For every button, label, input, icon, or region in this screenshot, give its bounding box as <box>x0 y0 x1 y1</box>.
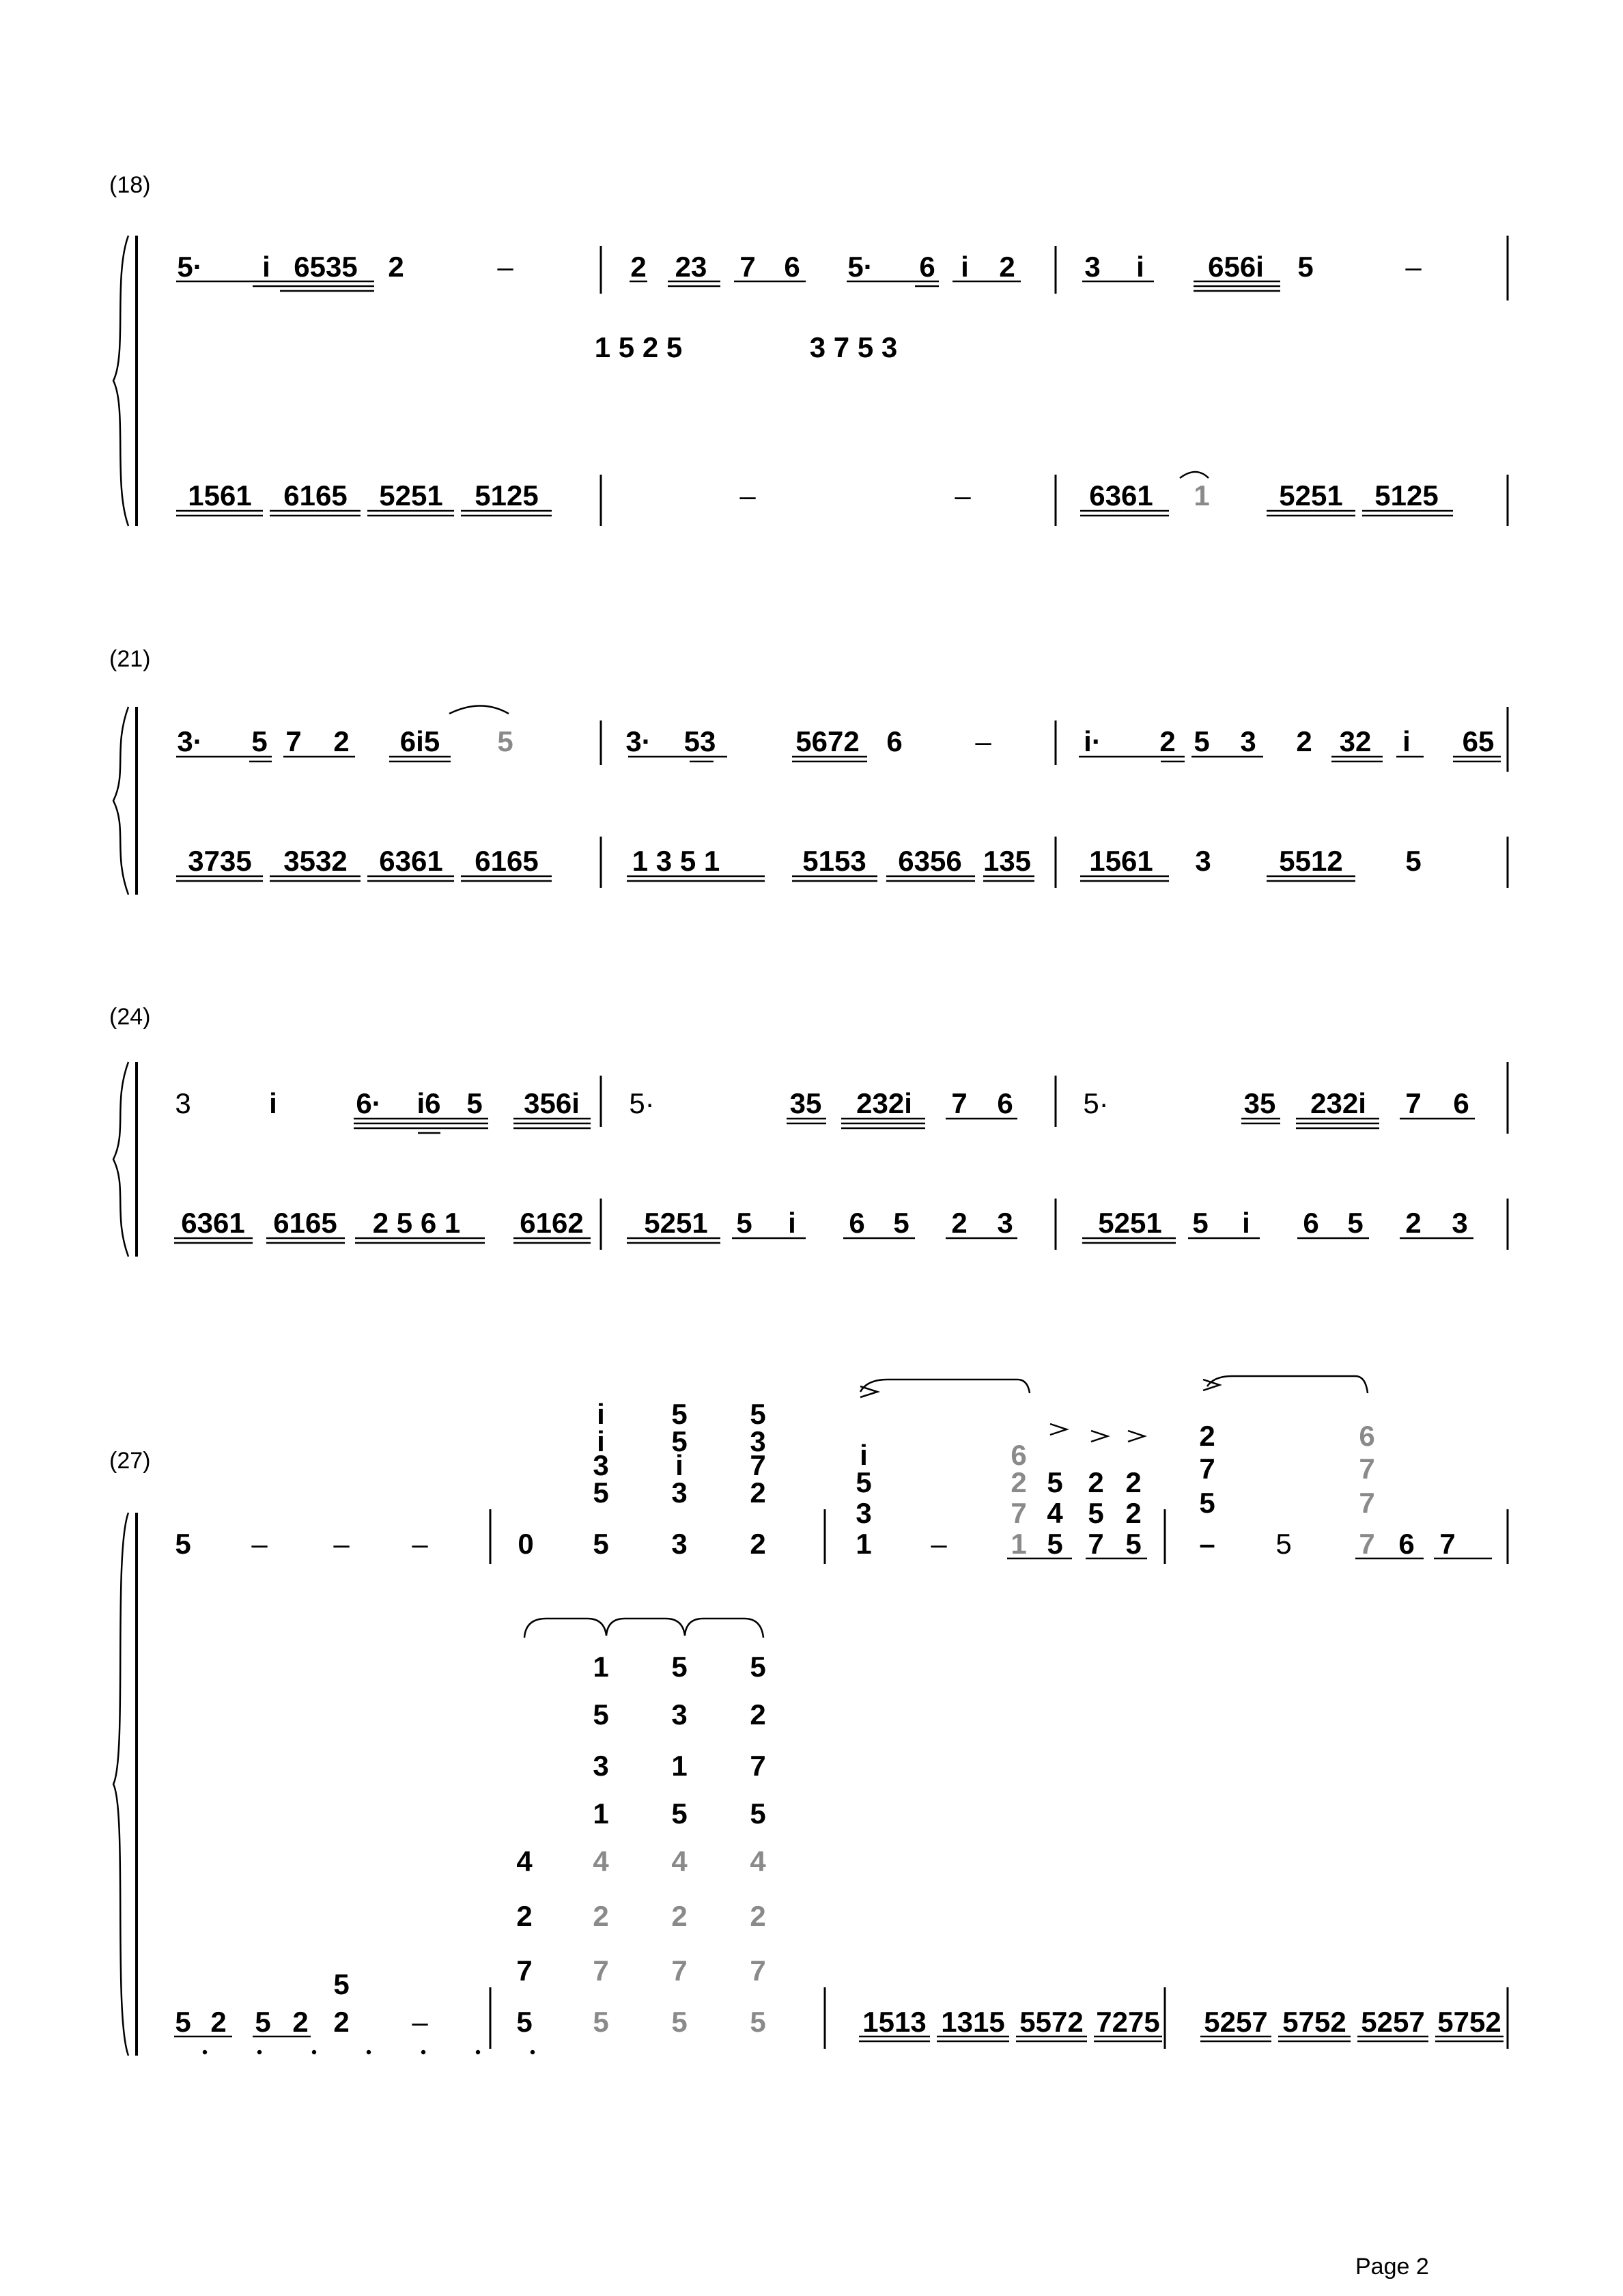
note: 35 <box>789 1087 822 1119</box>
note: 3· <box>177 725 203 757</box>
note: 6i5 <box>399 725 440 757</box>
note: 2 <box>951 1207 968 1239</box>
note: i <box>675 1449 683 1481</box>
note: 3 <box>1240 725 1256 757</box>
note: 6 <box>849 1207 865 1239</box>
note: – <box>333 1528 350 1560</box>
note: 1 <box>593 1797 609 1830</box>
note: 2 <box>1011 1466 1027 1498</box>
measure-label-18: (18) <box>109 172 151 198</box>
note: 7 <box>671 1955 688 1987</box>
chord-stack: 1 5 2 5 <box>594 331 683 363</box>
note: 5 <box>1297 251 1314 283</box>
note: 5 <box>671 1651 688 1683</box>
note: 2 <box>1125 1466 1142 1498</box>
note: 7 <box>1199 1453 1215 1485</box>
note: 3 <box>175 1087 191 1119</box>
note: 6361 <box>181 1207 245 1239</box>
note: 135 <box>983 845 1032 877</box>
note: – <box>1199 1528 1215 1560</box>
note: 7275 <box>1096 2006 1160 2038</box>
note: 35 <box>1243 1087 1276 1119</box>
note: – <box>955 479 971 512</box>
note: 5257 <box>1361 2006 1425 2038</box>
note: 2 <box>210 2006 227 2038</box>
octave-dot <box>203 2050 207 2054</box>
note: 5251 <box>379 479 443 512</box>
slur <box>685 1619 763 1638</box>
note: 3 <box>671 1476 688 1509</box>
note: 6· <box>356 1087 382 1119</box>
note: i· <box>1084 725 1101 757</box>
note: 1 3 5 1 <box>632 845 720 877</box>
note: 5251 <box>644 1207 708 1239</box>
note: 5 <box>750 1651 766 1683</box>
note: 3 <box>671 1698 688 1731</box>
note: 1561 <box>188 479 252 512</box>
note: 5 <box>671 1425 688 1457</box>
note: 5 <box>671 2006 688 2038</box>
slur <box>449 706 509 714</box>
note: 7 <box>1088 1528 1104 1560</box>
note: i6 <box>417 1087 441 1119</box>
note: 5512 <box>1279 845 1343 877</box>
system-brace <box>113 236 128 526</box>
note: 2 <box>750 1528 766 1560</box>
note: 4 <box>516 1845 533 1877</box>
note: 5· <box>629 1087 655 1119</box>
note: 5752 <box>1437 2006 1501 2038</box>
note: 5125 <box>1374 479 1439 512</box>
note: 1 <box>1194 479 1210 512</box>
note: 7 <box>1405 1087 1422 1119</box>
note: 5 <box>497 725 513 757</box>
note: 6 <box>1011 1439 1027 1471</box>
note: 1 <box>593 1651 609 1683</box>
note: 1 <box>856 1528 872 1560</box>
note: 5 <box>1047 1528 1063 1560</box>
note: i <box>262 251 270 283</box>
note: 7 <box>750 1750 766 1782</box>
note: 2 <box>1125 1497 1142 1529</box>
note: 65 <box>1462 725 1495 757</box>
note: 5251 <box>1098 1207 1162 1239</box>
note: i <box>1242 1207 1250 1239</box>
note: 3 <box>997 1207 1013 1239</box>
note: 5251 <box>1279 479 1343 512</box>
note: 7 <box>750 1449 766 1481</box>
note: 3 <box>593 1449 609 1481</box>
note: 2 <box>1088 1466 1104 1498</box>
note: 3735 <box>188 845 252 877</box>
octave-dot <box>421 2050 425 2054</box>
note: 2 <box>292 2006 309 2038</box>
note: 6165 <box>283 479 348 512</box>
accent-mark <box>1128 1431 1144 1442</box>
note: 5 <box>593 2006 609 2038</box>
slur <box>1207 1376 1368 1393</box>
note: i <box>961 251 969 283</box>
note: 5 <box>1405 845 1422 877</box>
note: 656i <box>1208 251 1264 283</box>
note: 32 <box>1339 725 1372 757</box>
note: 5 <box>1347 1207 1364 1239</box>
slur <box>524 1619 606 1638</box>
note: 2 <box>333 2006 350 2038</box>
note: 1 <box>1011 1528 1027 1560</box>
octave-dot <box>312 2050 316 2054</box>
note: 2 <box>333 725 350 757</box>
note: 2 <box>1159 725 1176 757</box>
note: 5 <box>1275 1528 1292 1560</box>
note: 3· <box>625 725 651 757</box>
note: 7 <box>516 1955 533 1987</box>
note: 7 <box>285 725 302 757</box>
note: 6 <box>886 725 903 757</box>
note: 5 <box>750 1398 766 1430</box>
note: 3 <box>1452 1207 1468 1239</box>
note: 5· <box>847 251 873 283</box>
note: 5 <box>750 1797 766 1830</box>
note: 5 <box>750 2006 766 2038</box>
note: 2 <box>1199 1420 1215 1452</box>
note: 4 <box>1047 1497 1063 1529</box>
measure-label-24: (24) <box>109 1004 151 1030</box>
note: 6356 <box>898 845 962 877</box>
note: 6361 <box>379 845 443 877</box>
note: 1561 <box>1089 845 1153 877</box>
note: 5 <box>1125 1528 1142 1560</box>
note: – <box>412 1528 428 1560</box>
note: 5 <box>593 1528 609 1560</box>
note: 6 <box>1303 1207 1319 1239</box>
note: – <box>931 1528 947 1560</box>
measure-label-27: (27) <box>109 1448 151 1474</box>
note: 7 <box>593 1955 609 1987</box>
note: 5 <box>736 1207 752 1239</box>
note: 5 <box>466 1087 483 1119</box>
accent-mark <box>1091 1431 1107 1442</box>
note: 2 <box>516 1900 533 1932</box>
note: 5 <box>1194 725 1210 757</box>
note: 5 <box>1088 1497 1104 1529</box>
note: 2 <box>593 1900 609 1932</box>
note: 5 <box>175 1528 191 1560</box>
note: 2 <box>671 1900 688 1932</box>
note: 7 <box>750 1955 766 1987</box>
note: 5 <box>516 2006 533 2038</box>
system-brace <box>113 707 128 895</box>
note: 6 <box>1398 1528 1415 1560</box>
octave-dot <box>367 2050 371 2054</box>
note: 7 <box>951 1087 968 1119</box>
note: 5672 <box>795 725 860 757</box>
note: 6 <box>1359 1420 1375 1452</box>
note: 6361 <box>1089 479 1153 512</box>
note: 0 <box>518 1528 534 1560</box>
note: 7 <box>1359 1453 1375 1485</box>
note: 6162 <box>520 1207 584 1239</box>
note: 2 5 6 1 <box>372 1207 461 1239</box>
note: 5 <box>255 2006 271 2038</box>
note: 5 <box>593 1698 609 1731</box>
note: i <box>1136 251 1144 283</box>
note: 5153 <box>802 845 866 877</box>
note: 5752 <box>1282 2006 1346 2038</box>
note: i <box>597 1398 605 1430</box>
note: 1513 <box>862 2006 927 2038</box>
note: 3532 <box>283 845 348 877</box>
note: – <box>739 479 756 512</box>
note: i <box>269 1087 277 1119</box>
note: 3 <box>1195 845 1211 877</box>
note: 5257 <box>1204 2006 1268 2038</box>
note: 7 <box>1439 1528 1456 1560</box>
octave-dot <box>531 2050 535 2054</box>
note: 5572 <box>1019 2006 1084 2038</box>
measure-label-21: (21) <box>109 646 151 672</box>
note: 5 <box>671 1398 688 1430</box>
note: i <box>788 1207 796 1239</box>
note: 5 <box>893 1207 909 1239</box>
note: – <box>412 2006 428 2038</box>
page-number: Page 2 <box>1355 2254 1429 2280</box>
note: 2 <box>750 1476 766 1509</box>
note: 2 <box>630 251 647 283</box>
note: i <box>1402 725 1411 757</box>
octave-dot <box>257 2050 262 2054</box>
note: 5125 <box>475 479 539 512</box>
note: 5 <box>593 1476 609 1509</box>
note: 5 <box>1047 1466 1063 1498</box>
system-brace <box>113 1513 128 2056</box>
note: i <box>860 1439 868 1471</box>
note: 2 <box>999 251 1015 283</box>
note: – <box>497 251 513 283</box>
note: – <box>975 725 991 757</box>
slur <box>1180 472 1209 478</box>
note: 4 <box>593 1845 609 1877</box>
note: 3 <box>856 1497 872 1529</box>
note: 3 <box>1084 251 1101 283</box>
note: 6 <box>784 251 800 283</box>
note: 7 <box>1359 1528 1375 1560</box>
accent-mark <box>1050 1424 1067 1435</box>
note: 7 <box>1011 1497 1027 1529</box>
note: 3 <box>671 1528 688 1560</box>
slur <box>860 1380 1030 1393</box>
note: 5 <box>333 1968 350 2000</box>
note: 5· <box>177 251 203 283</box>
note: 6 <box>1453 1087 1469 1119</box>
note: i <box>597 1425 605 1457</box>
note: – <box>1405 251 1422 283</box>
note: 6 <box>997 1087 1013 1119</box>
note: 6535 <box>294 251 358 283</box>
note: 4 <box>671 1845 688 1877</box>
note: 2 <box>1405 1207 1422 1239</box>
system-brace <box>113 1062 128 1257</box>
octave-dot <box>476 2050 480 2054</box>
note: 5 <box>856 1466 872 1498</box>
note: 2 <box>750 1698 766 1731</box>
note: 1 <box>671 1750 688 1782</box>
note: 1315 <box>941 2006 1005 2038</box>
note: 356i <box>524 1087 580 1119</box>
note: 6 <box>919 251 935 283</box>
note: 4 <box>750 1845 766 1877</box>
note: – <box>251 1528 268 1560</box>
note: 7 <box>739 251 756 283</box>
note: 232i <box>856 1087 912 1119</box>
chord-stack: 3 7 5 3 <box>809 331 898 363</box>
note: 232i <box>1310 1087 1366 1119</box>
note: 53 <box>683 725 716 757</box>
note: 6165 <box>273 1207 337 1239</box>
note: 5 <box>1192 1207 1209 1239</box>
note: 2 <box>388 251 404 283</box>
note: 3 <box>750 1425 766 1457</box>
note: 23 <box>675 251 707 283</box>
note: 5 <box>175 2006 191 2038</box>
note: 6165 <box>475 845 539 877</box>
note: 2 <box>750 1900 766 1932</box>
note: 3 <box>593 1750 609 1782</box>
note: 5· <box>1083 1087 1109 1119</box>
slur <box>606 1619 685 1636</box>
note: 5 <box>251 725 268 757</box>
note: 2 <box>1296 725 1312 757</box>
note: 5 <box>671 1797 688 1830</box>
note: 5 <box>1199 1487 1215 1519</box>
note: 7 <box>1359 1487 1375 1519</box>
